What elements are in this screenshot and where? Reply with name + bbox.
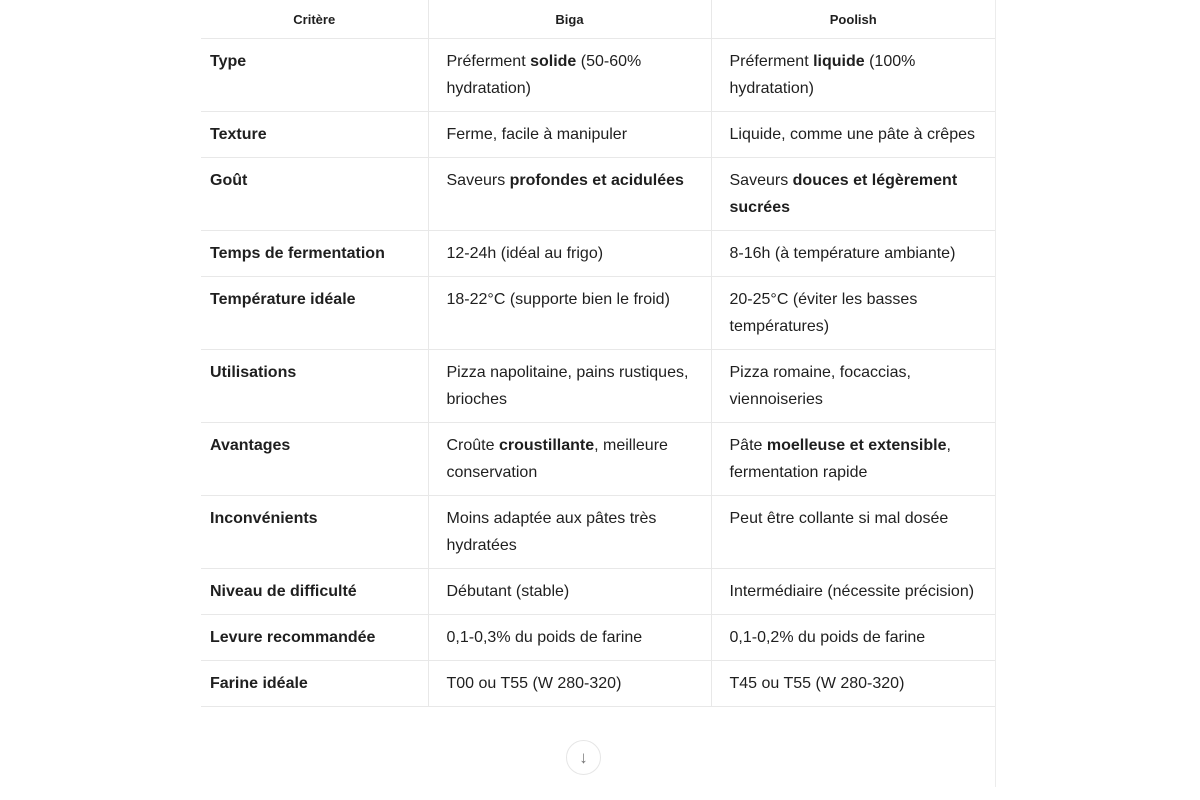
text: Pizza romaine, focaccias, viennoiseries bbox=[729, 364, 911, 408]
text: 0,1-0,3% du poids de farine bbox=[446, 629, 643, 646]
text: (50-60% hydratation) bbox=[446, 53, 642, 97]
cell-poolish bbox=[711, 350, 995, 423]
bold-text: croustillante bbox=[498, 437, 595, 454]
cell-biga bbox=[428, 496, 711, 569]
text: Intermédiaire (nécessite précision) bbox=[729, 583, 975, 600]
cell-poolish bbox=[711, 158, 995, 231]
cell-poolish bbox=[711, 615, 995, 661]
table-row bbox=[201, 423, 995, 496]
bold-text: Inconvénients bbox=[210, 510, 318, 527]
bold-text: Température idéale bbox=[210, 291, 356, 308]
table-row bbox=[201, 496, 995, 569]
cell-criterion bbox=[201, 112, 428, 158]
scroll-to-bottom-button[interactable] bbox=[566, 740, 601, 775]
text: Pâte bbox=[729, 437, 767, 454]
cell-biga bbox=[428, 423, 711, 496]
bold-text: Avantages bbox=[210, 437, 291, 454]
cell-biga bbox=[428, 158, 711, 231]
bold-text: Texture bbox=[210, 126, 267, 143]
cell-biga bbox=[428, 112, 711, 158]
table-header-row bbox=[201, 0, 995, 39]
cell-criterion bbox=[201, 39, 428, 112]
cell-criterion bbox=[201, 231, 428, 277]
bold-text: Farine idéale bbox=[210, 675, 308, 692]
cell-criterion bbox=[201, 277, 428, 350]
cell-poolish bbox=[711, 112, 995, 158]
cell-biga bbox=[428, 231, 711, 277]
arrow-down-icon: ↓ bbox=[579, 747, 588, 767]
table-row bbox=[201, 350, 995, 423]
text: Saveurs bbox=[446, 172, 510, 189]
cell-poolish bbox=[711, 231, 995, 277]
table-row bbox=[201, 158, 995, 231]
text: Préferment bbox=[729, 53, 814, 70]
text: Saveurs bbox=[729, 172, 793, 189]
text: Préferment bbox=[446, 53, 531, 70]
cell-poolish bbox=[711, 661, 995, 707]
cell-biga bbox=[428, 350, 711, 423]
table-row bbox=[201, 615, 995, 661]
cell-poolish bbox=[711, 569, 995, 615]
cell-biga bbox=[428, 277, 711, 350]
bold-text: Utilisations bbox=[210, 364, 297, 381]
text: T45 ou T55 (W 280-320) bbox=[729, 675, 905, 692]
cell-criterion bbox=[201, 158, 428, 231]
table-body bbox=[201, 39, 995, 707]
text: Débutant (stable) bbox=[446, 583, 570, 600]
bold-text: Goût bbox=[210, 172, 248, 189]
text: Liquide, comme une pâte à crêpes bbox=[729, 126, 975, 143]
table-row bbox=[201, 661, 995, 707]
text: Croûte bbox=[446, 437, 499, 454]
cell-criterion bbox=[201, 615, 428, 661]
text: 18-22°C (supporte bien le froid) bbox=[446, 291, 670, 308]
text: 20-25°C (éviter les basses températures) bbox=[729, 291, 918, 335]
cell-criterion bbox=[201, 496, 428, 569]
cell-criterion bbox=[201, 423, 428, 496]
text: 8-16h (à température ambiante) bbox=[729, 245, 956, 262]
header-poolish: Poolish bbox=[711, 0, 995, 39]
text: Moins adaptée aux pâtes très hydratées bbox=[446, 510, 657, 554]
bold-text: Type bbox=[210, 53, 247, 70]
cell-poolish bbox=[711, 496, 995, 569]
cell-biga bbox=[428, 661, 711, 707]
bold-text: profondes et acidulées bbox=[509, 172, 684, 189]
text: , meilleure conservation bbox=[446, 437, 668, 481]
header-biga: Biga bbox=[428, 0, 711, 39]
comparison-table bbox=[201, 0, 995, 707]
cell-criterion bbox=[201, 350, 428, 423]
bold-text: solide bbox=[530, 53, 577, 70]
text: 0,1-0,2% du poids de farine bbox=[729, 629, 926, 646]
bold-text: Levure recommandée bbox=[210, 629, 376, 646]
cell-criterion bbox=[201, 661, 428, 707]
bold-text: Temps de fermentation bbox=[210, 245, 385, 262]
text: Peut être collante si mal dosée bbox=[729, 510, 949, 527]
table-row bbox=[201, 112, 995, 158]
cell-poolish bbox=[711, 423, 995, 496]
bold-text: moelleuse et extensible bbox=[766, 437, 947, 454]
cell-poolish bbox=[711, 277, 995, 350]
table-row bbox=[201, 277, 995, 350]
text: (100% hydratation) bbox=[729, 53, 916, 97]
text: Pizza napolitaine, pains rustiques, brioches bbox=[446, 364, 689, 408]
table-row bbox=[201, 231, 995, 277]
table-row bbox=[201, 569, 995, 615]
text: T00 ou T55 (W 280-320) bbox=[446, 675, 622, 692]
bold-text: douces et légèrement sucrées bbox=[729, 172, 958, 216]
header-critere: Critère bbox=[201, 0, 428, 39]
text: 12-24h (idéal au frigo) bbox=[446, 245, 604, 262]
text: Ferme, facile à manipuler bbox=[446, 126, 628, 143]
bold-text: Niveau de difficulté bbox=[210, 583, 357, 600]
cell-criterion bbox=[201, 569, 428, 615]
cell-biga bbox=[428, 615, 711, 661]
cell-poolish bbox=[711, 39, 995, 112]
bold-text: liquide bbox=[813, 53, 865, 70]
cell-biga bbox=[428, 569, 711, 615]
comparison-table-container bbox=[201, 0, 996, 787]
table-row bbox=[201, 39, 995, 112]
text: , fermentation rapide bbox=[729, 437, 951, 481]
cell-biga bbox=[428, 39, 711, 112]
